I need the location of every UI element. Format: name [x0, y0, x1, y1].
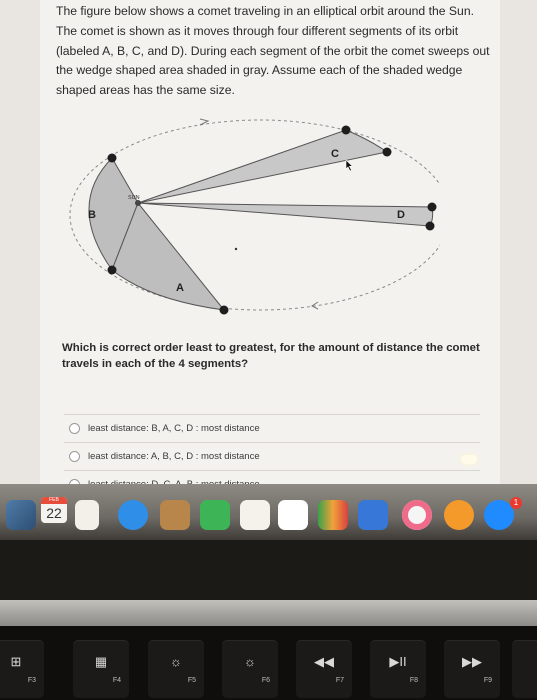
calendar-day: 22: [46, 505, 62, 521]
key-label: F9: [483, 677, 492, 684]
key-f10[interactable]: [512, 640, 537, 698]
messages-icon[interactable]: [118, 500, 148, 530]
calendar-icon[interactable]: [41, 497, 67, 523]
music-icon[interactable]: [402, 500, 432, 530]
answer-option-label: least distance: A, B, C, D : most distance: [88, 451, 260, 462]
comet-point: [108, 154, 117, 163]
mission-control-icon: ⊞: [10, 654, 22, 669]
app-store-badge: 1: [510, 497, 522, 509]
textedit-icon[interactable]: [278, 500, 308, 530]
mouse-cursor-icon: [346, 160, 353, 171]
stray-dot: [235, 248, 237, 250]
radio-button[interactable]: [69, 451, 80, 462]
key-label: F7: [335, 677, 344, 684]
glare-spot: [461, 455, 477, 464]
comet-point: [383, 148, 392, 157]
segment-label-a: A: [176, 282, 184, 294]
comet-point: [220, 306, 229, 315]
laptop-hinge: [0, 600, 537, 626]
pages-icon[interactable]: [240, 500, 270, 530]
rewind-icon: ◀◀: [314, 654, 334, 669]
key-label: F4: [112, 677, 121, 684]
keynote-icon[interactable]: [358, 500, 388, 530]
preview-icon[interactable]: [6, 500, 36, 530]
key-f9[interactable]: [444, 640, 500, 698]
numbers-icon[interactable]: [318, 500, 348, 530]
key-label: F5: [187, 677, 196, 684]
answer-option-label: least distance: B, A, C, D : most distance: [88, 423, 260, 434]
radio-button[interactable]: [69, 423, 80, 434]
comet-point: [342, 126, 351, 135]
fast-forward-icon: ▶▶: [462, 654, 482, 669]
question-text: The figure below shows a comet traveling in an elliptical orbit around the Sun. The comet is shown as it moves through four different segments of its orbit (labeled A, B, C, and D). During each segment of the orbit the comet sweeps out the wedge shaped area shaded in gray. Assume each of the shaded wedge shaped areas has the same size.: [56, 4, 490, 98]
launchpad-icon: ▦: [94, 654, 108, 669]
key-label: F8: [409, 677, 418, 684]
laptop-bezel: [0, 540, 537, 600]
keyboard-brightness-up-icon: ☼: [244, 654, 256, 669]
key-f8[interactable]: [370, 640, 426, 698]
calendar-month: FEB: [41, 497, 67, 504]
key-f6[interactable]: [222, 640, 278, 698]
key-f3[interactable]: [0, 640, 44, 698]
key-label: F3: [27, 677, 36, 684]
question-prompt: Which is correct order least to greatest, for the amount of distance the comet travels in each of the 4 segments?: [62, 342, 480, 370]
comet-point: [428, 203, 437, 212]
key-f5[interactable]: [148, 640, 204, 698]
key-f7[interactable]: [296, 640, 352, 698]
facetime-icon[interactable]: [200, 500, 230, 530]
answer-option[interactable]: [64, 442, 480, 470]
comet-point: [108, 266, 117, 275]
segment-label-c: C: [331, 148, 339, 160]
answer-option[interactable]: [64, 414, 480, 442]
keyboard-brightness-down-icon: ☼: [170, 654, 182, 669]
key-label: F6: [261, 677, 270, 684]
play-pause-icon: ▶II: [389, 654, 407, 669]
segment-label-b: B: [88, 209, 96, 221]
segment-label-d: D: [397, 209, 405, 221]
key-f4[interactable]: [73, 640, 129, 698]
orbit-diagram: [40, 100, 440, 320]
contacts-icon[interactable]: [160, 500, 190, 530]
wedge-d: [138, 203, 433, 226]
books-icon[interactable]: [444, 500, 474, 530]
sun-label: SUN: [128, 195, 140, 201]
comet-point: [426, 222, 435, 231]
notes-icon[interactable]: [75, 500, 99, 530]
